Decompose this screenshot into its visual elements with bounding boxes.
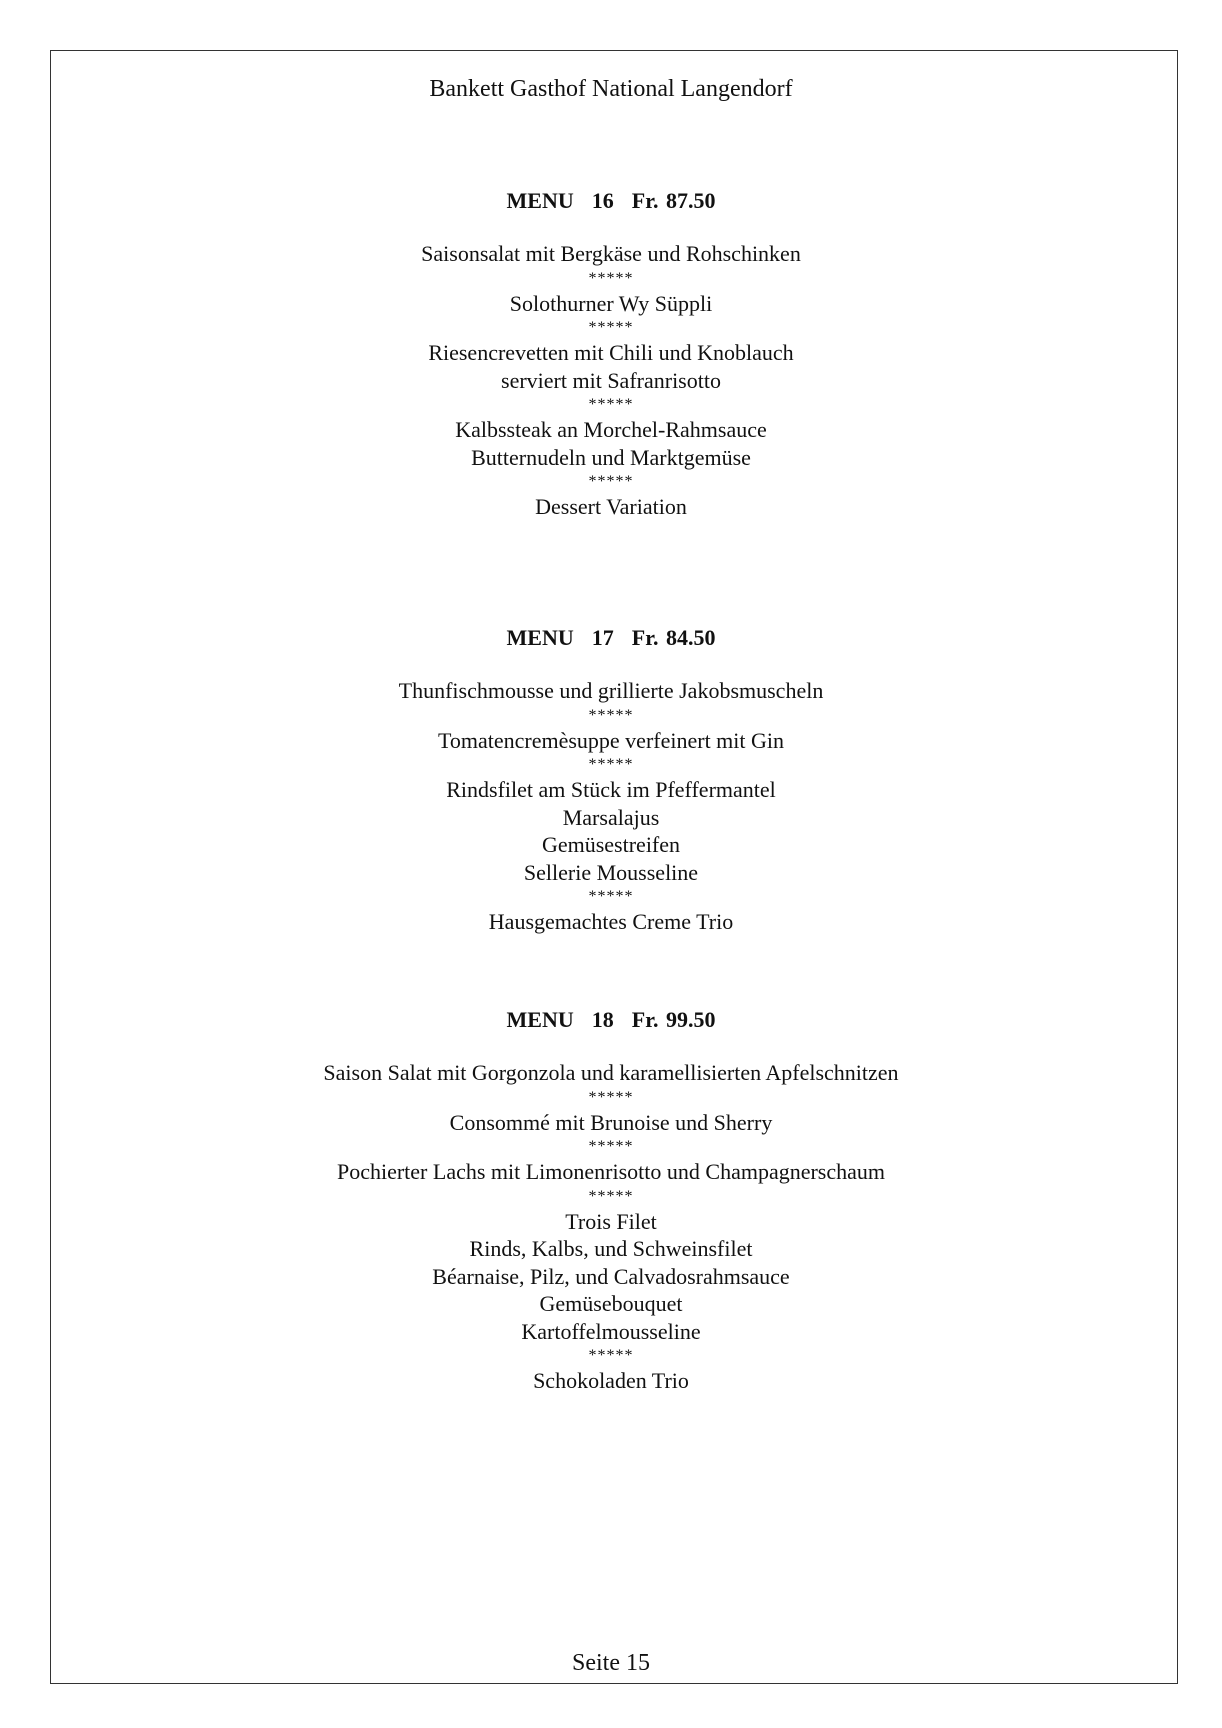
course-separator: ***** xyxy=(588,1138,634,1155)
course-line: Saison Salat mit Gorgonzola und karamellisierten Apfelschnitzen xyxy=(323,1060,899,1085)
course-line: Dessert Variation xyxy=(535,494,687,519)
course-line: Hausgemachtes Creme Trio xyxy=(488,909,734,934)
course-line: Sellerie Mousseline xyxy=(523,859,699,885)
menu-title xyxy=(0,623,1222,653)
course xyxy=(0,1158,1222,1186)
course xyxy=(0,1059,1222,1087)
menu-price: Fr. 99.50 xyxy=(631,1007,716,1032)
menu-title xyxy=(0,1005,1222,1035)
course-line: Schokoladen Trio xyxy=(533,1368,689,1393)
course-separator: ***** xyxy=(588,706,634,724)
course-line: Thunfischmousse und grillierte Jakobsmuscheln xyxy=(398,678,824,703)
course-separator: ***** xyxy=(588,396,634,413)
menu-price: Fr. 84.50 xyxy=(631,625,716,650)
course xyxy=(0,416,1222,471)
course-line: Marsalajus xyxy=(562,804,660,830)
course-line: serviert mit Safranrisotto xyxy=(501,367,721,393)
course-line: Tomatencremèsuppe verfeinert mit Gin xyxy=(437,727,785,753)
page-number: Seite 15 xyxy=(572,1650,650,1676)
course xyxy=(0,290,1222,318)
course-line: Gemüsebouquet xyxy=(539,1291,683,1316)
menu-label: MENU xyxy=(506,188,574,213)
course-line: Béarnaise, Pilz, und Calvadosrahmsauce xyxy=(432,1263,790,1289)
course-line: Solothurner Wy Süppli xyxy=(509,290,713,316)
menu-number: 18 xyxy=(591,1007,614,1032)
course-line: Gemüsestreifen xyxy=(541,832,681,857)
course xyxy=(0,776,1222,886)
course-separator: ***** xyxy=(588,269,634,287)
course xyxy=(0,240,1222,268)
course-separator: ***** xyxy=(588,473,634,490)
course-line: Rindsfilet am Stück im Pfeffermantel xyxy=(446,777,776,802)
course-separator: ***** xyxy=(588,319,634,336)
course-line: Trois Filet xyxy=(565,1208,657,1234)
course-separator: ***** xyxy=(588,888,634,905)
course xyxy=(0,1109,1222,1137)
course-line: Saisonsalat mit Bergkäse und Rohschinken xyxy=(421,241,801,266)
menu-number: 16 xyxy=(591,188,614,213)
menu-title xyxy=(0,186,1222,216)
course xyxy=(0,339,1222,394)
course-line: Kalbssteak an Morchel-Rahmsauce xyxy=(455,417,767,442)
course-line: Consommé mit Brunoise und Sherry xyxy=(449,1109,773,1135)
course xyxy=(0,1367,1222,1395)
course-line: Riesencrevetten mit Chili und Knoblauch xyxy=(428,340,794,365)
course-line: Pochierter Lachs mit Limonenrisotto und Champagnerschaum xyxy=(336,1159,886,1184)
course-line: Butternudeln und Marktgemüse xyxy=(471,444,751,470)
course xyxy=(0,493,1222,521)
menu-section-18 xyxy=(0,1005,1222,1395)
course-line: Rinds, Kalbs, und Schweinsfilet xyxy=(469,1236,753,1261)
course xyxy=(0,727,1222,755)
course xyxy=(0,677,1222,705)
menu-price: Fr. 87.50 xyxy=(631,188,716,213)
course-separator: ***** xyxy=(588,756,634,773)
menu-label: MENU xyxy=(506,1007,574,1032)
course-separator: ***** xyxy=(588,1347,634,1364)
menu-section-17 xyxy=(0,623,1222,936)
course xyxy=(0,908,1222,936)
course xyxy=(0,1208,1222,1346)
menu-number: 17 xyxy=(591,625,614,650)
course-separator: ***** xyxy=(588,1187,634,1205)
course-separator: ***** xyxy=(588,1088,634,1106)
menu-section-16 xyxy=(0,186,1222,521)
page-header: Bankett Gasthof National Langendorf xyxy=(429,76,793,102)
menu-label: MENU xyxy=(506,625,574,650)
course-line: Kartoffelmousseline xyxy=(521,1318,701,1344)
